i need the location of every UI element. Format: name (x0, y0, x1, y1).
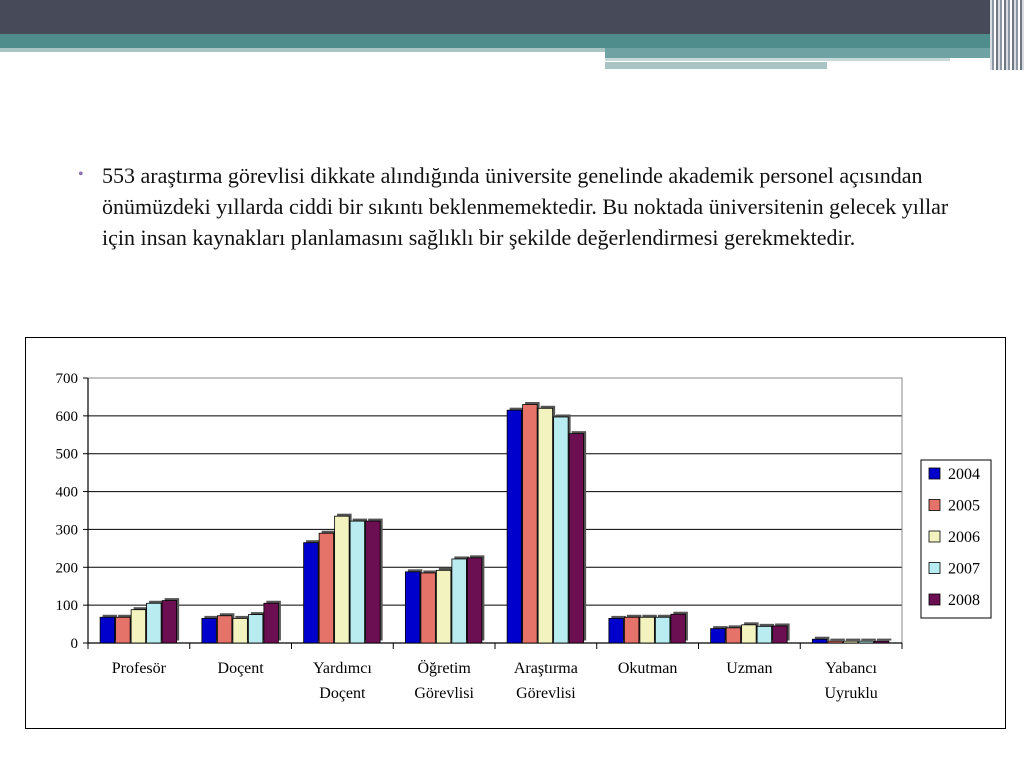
bar (116, 617, 131, 643)
bar (162, 601, 177, 643)
bar (147, 603, 162, 643)
bar (757, 626, 772, 643)
y-tick-label: 100 (55, 598, 78, 615)
x-tick-label: Görevlisi (516, 685, 576, 702)
x-tick-label: Öğretim (417, 660, 471, 677)
y-tick-label: 700 (55, 371, 78, 387)
bar (859, 641, 874, 643)
bar (100, 617, 115, 643)
bar (655, 617, 670, 643)
bar (538, 408, 553, 643)
bar (405, 572, 420, 643)
bar (874, 641, 889, 643)
bar (366, 521, 381, 643)
x-tick-label: Yabancı (825, 660, 877, 677)
bar (726, 628, 741, 643)
bullet-text: 553 araştırma görevlisi dikkate alındığında üniversite genelinde akademik personel açısından önümüzdeki yıllarda ciddi bir sıkıntı beklenmemektedir. Bu noktada üniversitenin gelecek yıllar için insan kaynakları planlamasını sağlıklı bir şekilde değerlendirmesi gerekmektedir. (102, 163, 949, 250)
y-tick-label: 400 (55, 484, 78, 501)
bar (452, 559, 467, 643)
bar (131, 610, 146, 643)
bar (624, 617, 639, 643)
bar (609, 618, 624, 643)
bar (828, 641, 843, 643)
header-light-band (0, 48, 605, 52)
header-decor-bar (605, 62, 827, 69)
x-tick-label: Doçent (319, 685, 366, 702)
bar (233, 618, 248, 643)
legend-label: 2006 (948, 529, 980, 546)
bar-shadow (877, 639, 892, 641)
chart-frame (25, 337, 1006, 729)
bar (742, 625, 757, 643)
bar (773, 626, 788, 643)
header-decor-stripes (990, 0, 1024, 70)
bar (421, 573, 436, 643)
legend-swatch (929, 531, 940, 542)
y-tick-label: 0 (70, 636, 78, 652)
bar (812, 639, 827, 643)
x-tick-label: Doçent (217, 660, 264, 677)
header-teal-band (0, 34, 1024, 48)
bar (523, 405, 538, 644)
legend-label: 2005 (948, 497, 980, 515)
legend-label: 2007 (948, 560, 980, 578)
x-tick-label: Profesör (111, 660, 166, 677)
x-tick-label: Görevlisi (414, 685, 474, 702)
bar (304, 543, 319, 643)
bar (436, 570, 451, 643)
legend-swatch (929, 468, 940, 479)
bar (202, 618, 217, 643)
x-tick-label: Yardımcı (312, 660, 372, 677)
bar (319, 533, 334, 643)
x-tick-label: Okutman (617, 660, 678, 677)
legend-label: 2008 (948, 592, 980, 609)
bar (335, 516, 350, 643)
bar (711, 629, 726, 643)
bar (507, 410, 522, 643)
y-tick-label: 200 (55, 560, 78, 577)
bar (264, 603, 279, 643)
legend-swatch (929, 500, 940, 511)
bar-chart (26, 338, 1004, 727)
y-tick-label: 500 (55, 446, 78, 463)
bar-shadow (830, 639, 845, 641)
bar-shadow (861, 639, 876, 641)
legend-swatch (929, 594, 940, 605)
bar (671, 614, 686, 643)
header-decor-line (605, 58, 950, 61)
y-tick-label: 600 (55, 408, 78, 425)
bar (350, 521, 365, 643)
bar (248, 615, 263, 643)
header-decor-right (605, 48, 1024, 58)
x-tick-label: Araştırma (513, 660, 578, 677)
bar (843, 641, 858, 643)
x-tick-label: Uyruklu (824, 685, 878, 702)
plot-area (88, 378, 902, 643)
header-dark-band (0, 0, 1024, 34)
bar (217, 616, 232, 643)
bar (467, 558, 482, 643)
x-tick-label: Uzman (726, 660, 773, 677)
bar (554, 417, 569, 643)
bar (569, 434, 584, 643)
bar (640, 617, 655, 643)
legend-swatch (929, 563, 940, 574)
bullet-icon: • (78, 166, 84, 183)
y-tick-label: 300 (55, 522, 78, 539)
legend-label: 2004 (948, 466, 980, 483)
bar-shadow (846, 639, 861, 641)
